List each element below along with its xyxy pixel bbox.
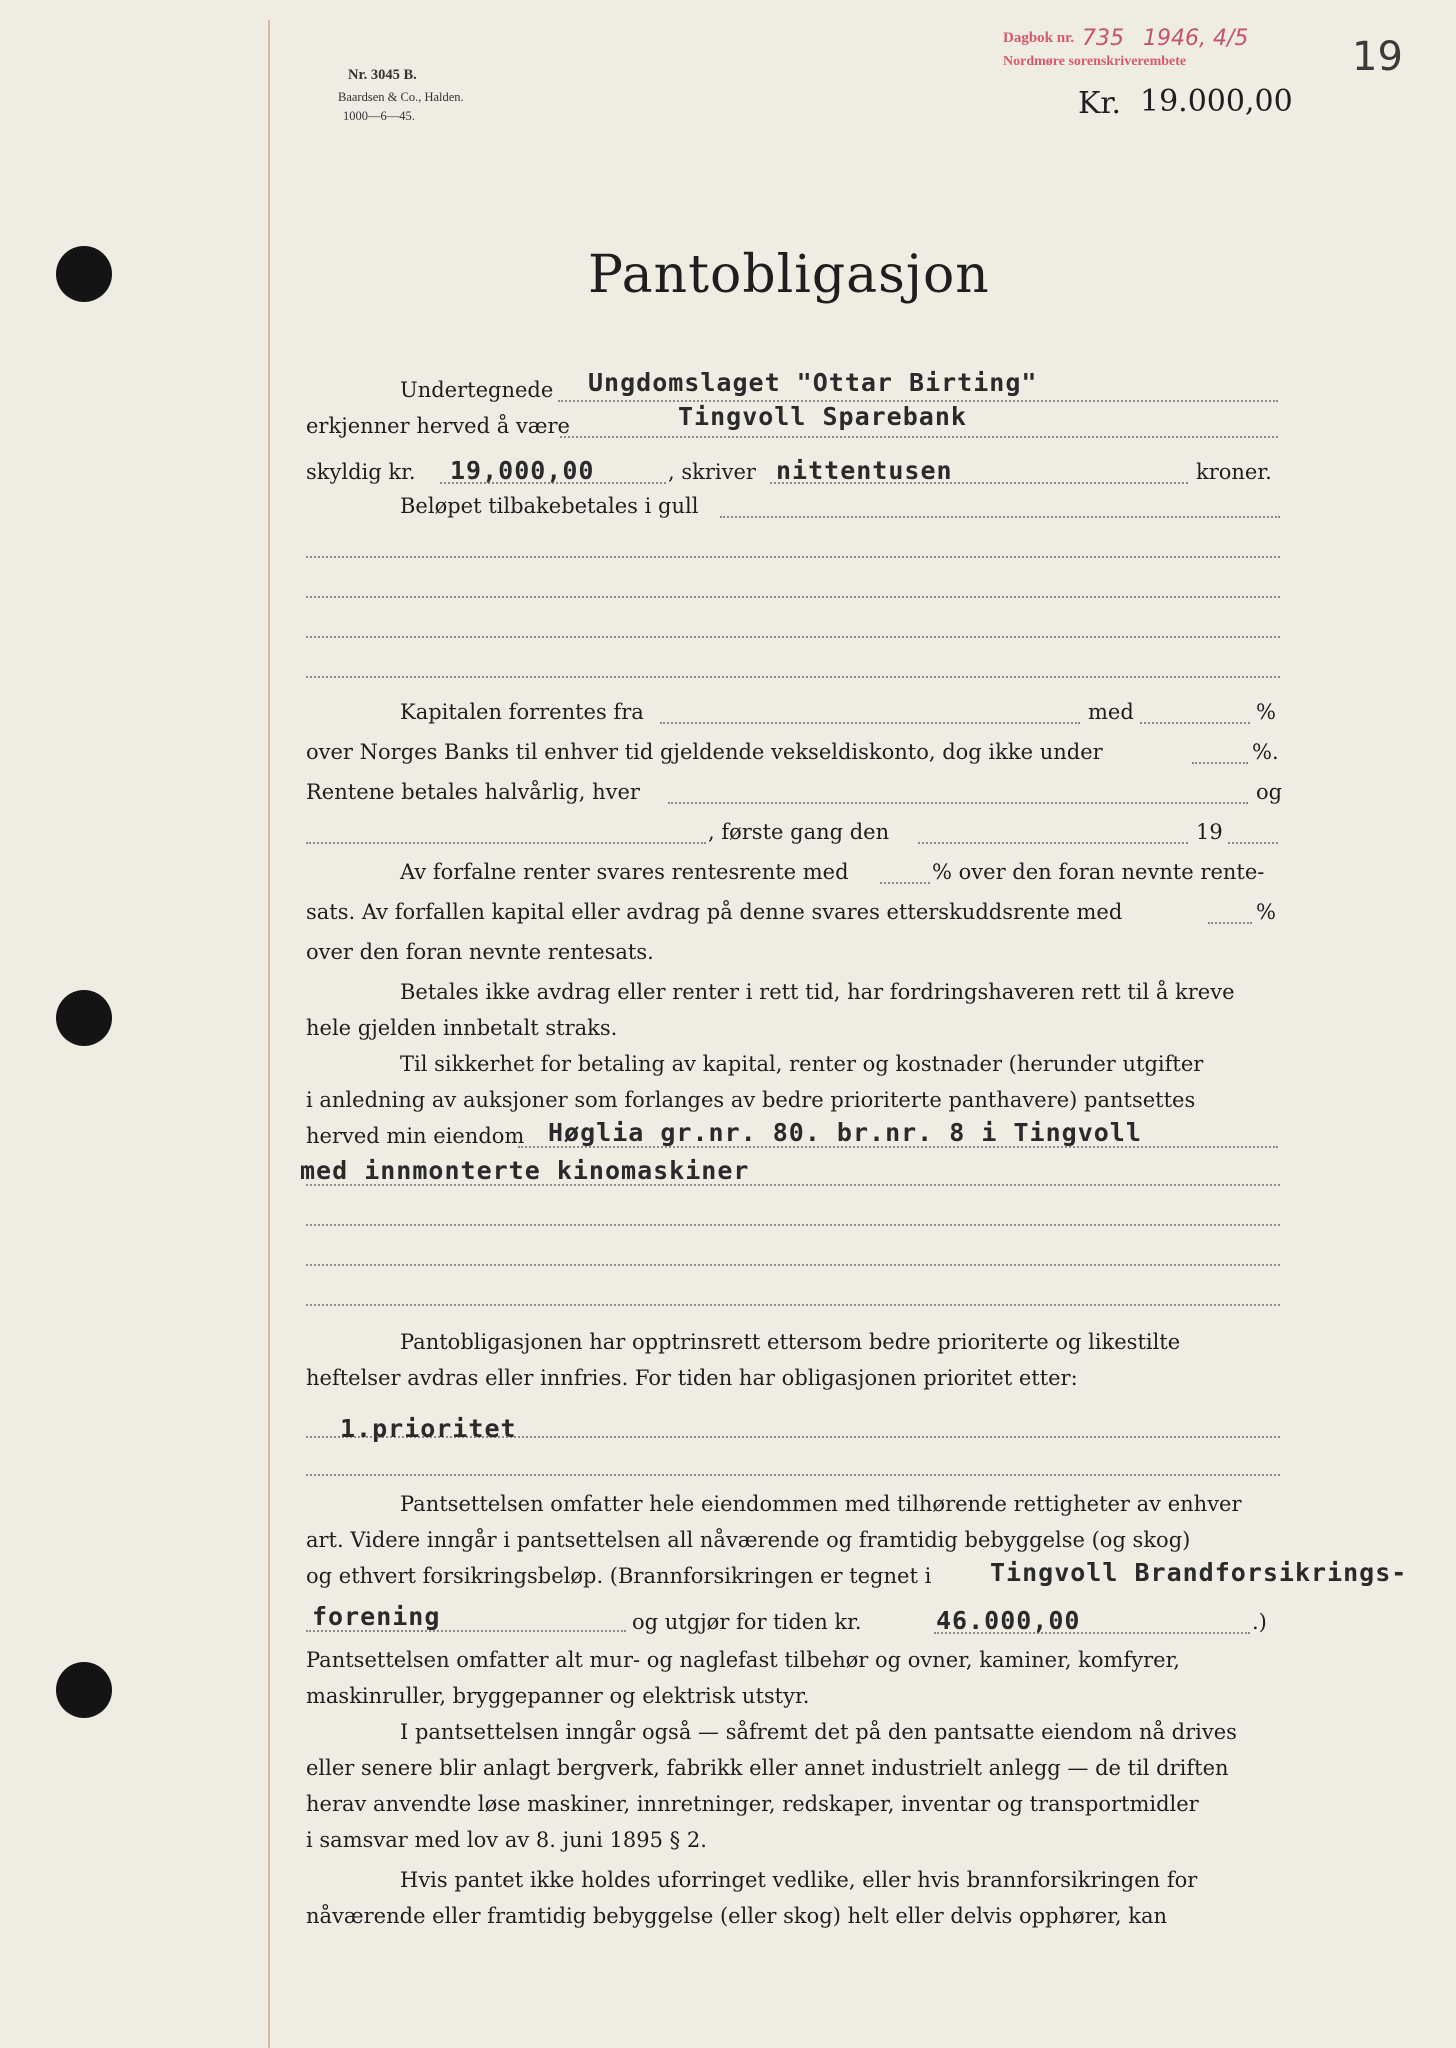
page-number: 19 — [1352, 34, 1403, 80]
default-line1: Betales ikke avdrag eller renter i rett tid, har fordringshaveren rett til å kreve — [400, 980, 1235, 1004]
journal-date: 1946, 4/5 — [1143, 26, 1249, 51]
industrial-line2: eller senere blir anlagt bergverk, fabrikk eller annet industrielt anlegg — de til driften — [306, 1756, 1229, 1780]
interest-line4-suffix: 19 — [1196, 820, 1223, 844]
margin-rule — [268, 20, 270, 2048]
interest-line3-suffix: og — [1256, 780, 1283, 804]
debt-label-mid: , skriver — [668, 460, 756, 484]
security-line3-prefix: herved min eiendom — [306, 1124, 525, 1148]
creditor-value: Tingvoll Sparebank — [678, 402, 967, 431]
scope-line5: Pantsettelsen omfatter alt mur- og naglefast tilbehør og ovner, kaminer, komfyrer, — [306, 1648, 1180, 1672]
debt-amount-words: nittentusen — [776, 456, 953, 485]
debt-amount: 19,000,00 — [450, 456, 595, 485]
industrial-line1: I pantsettelsen inngår også — såfremt det på den pantsatte eiendom nå drives — [400, 1720, 1237, 1744]
scope-line4-suffix: .) — [1252, 1610, 1267, 1634]
printer-number: Nr. 3045 B. — [348, 67, 417, 83]
scope-line3-prefix: og ethvert forsikringsbeløp. (Brannforsikringen er tegnet i — [306, 1564, 932, 1588]
insurer: Tingvoll Brandforsikrings- — [990, 1558, 1408, 1587]
interest-line1-suffix: % — [1256, 700, 1276, 724]
priority-line1: Pantobligasjonen har opptrinsrett ettersom bedre prioriterte og likestilte — [400, 1330, 1181, 1354]
journal-stamp-label: Dagbok nr. — [1003, 30, 1075, 46]
journal-number: 735 — [1082, 26, 1124, 51]
scope-line4-mid: og utgjør for tiden kr. — [632, 1610, 862, 1634]
industrial-line4: i samsvar med lov av 8. juni 1895 § 2. — [306, 1828, 707, 1852]
interest-line2: over Norges Banks til enhver tid gjeldende vekseldiskonto, dog ikke under — [306, 740, 1103, 764]
maintenance-line1: Hvis pantet ikke holdes uforringet vedlike, eller hvis brannforsikringen for — [400, 1868, 1198, 1892]
scope-line2: art. Videre inngår i pantsettelsen all nåværende og framtidig bebyggelse (og skog) — [306, 1528, 1191, 1552]
debt-label-suffix: kroner. — [1196, 460, 1272, 484]
printer-name: Baardsen & Co., Halden. — [338, 90, 464, 104]
debtor-label: Undertegnede — [400, 378, 554, 402]
document-title: Pantobligasjon — [588, 245, 990, 305]
industrial-line3: herav anvendte løse maskiner, innretninger, redskaper, inventar og transportmidler — [306, 1792, 1199, 1816]
interest-line3-prefix: Rentene betales halvårlig, hver — [306, 780, 640, 804]
scope-line6: maskinruller, bryggepanner og elektrisk utstyr. — [306, 1684, 810, 1708]
insured-amount: 46.000,00 — [936, 1606, 1081, 1635]
interest-line5-suffix: % over den foran nevnte rente- — [932, 860, 1265, 884]
amount-prefix: Kr. — [1078, 86, 1121, 121]
maintenance-line2: nåværende eller framtidig bebyggelse (eller skog) helt eller delvis opphører, kan — [306, 1904, 1168, 1928]
insurer-line2: forening — [312, 1602, 441, 1631]
priority-value: 1.prioritet — [340, 1414, 517, 1443]
property-description: Høglia gr.nr. 80. br.nr. 8 i Tingvoll — [548, 1118, 1142, 1147]
scope-line1: Pantsettelsen omfatter hele eiendommen med tilhørende rettigheter av enhver — [400, 1492, 1242, 1516]
interest-line7: over den foran nevnte rentesats. — [306, 940, 654, 964]
priority-line2: heftelser avdras eller innfries. For tiden har obligasjonen prioritet etter: — [306, 1366, 1078, 1390]
debt-label-prefix: skyldig kr. — [306, 460, 416, 484]
debtor-value: Ungdomslaget "Ottar Birting" — [588, 368, 1038, 397]
printer-edition: 1000—6—45. — [343, 109, 415, 123]
punch-hole — [56, 990, 112, 1046]
property-description-line2: med innmonterte kinomaskiner — [300, 1156, 750, 1185]
default-line2: hele gjelden innbetalt straks. — [306, 1016, 618, 1040]
interest-line1-prefix: Kapitalen forrentes fra — [400, 700, 644, 724]
interest-line6-suffix: % — [1256, 900, 1276, 924]
creditor-label: erkjenner herved å være — [306, 414, 570, 438]
repayment-label: Beløpet tilbakebetales i gull — [400, 494, 699, 518]
security-line1: Til sikkerhet for betaling av kapital, renter og kostnader (herunder utgifter — [400, 1052, 1204, 1076]
punch-hole — [56, 246, 112, 302]
punch-hole — [56, 1662, 112, 1718]
interest-line1-mid: med — [1088, 700, 1134, 724]
header-amount: 19.000,00 — [1140, 84, 1293, 119]
court-stamp: Nordmøre sorenskriverembete — [1003, 54, 1187, 69]
interest-line5-prefix: Av forfalne renter svares rentesrente med — [400, 860, 849, 884]
security-line2: i anledning av auksjoner som forlanges av bedre prioriterte panthavere) pantsettes — [306, 1088, 1196, 1112]
interest-line6-prefix: sats. Av forfallen kapital eller avdrag på denne svares etterskuddsrente med — [306, 900, 1123, 924]
interest-line2-suffix: %. — [1252, 740, 1279, 764]
interest-line4-mid: , første gang den — [708, 820, 890, 844]
